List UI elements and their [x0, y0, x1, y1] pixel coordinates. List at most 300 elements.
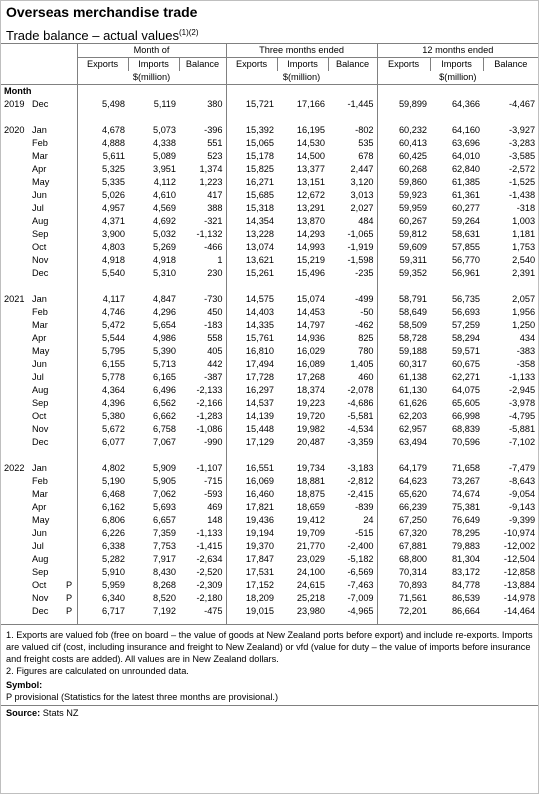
three-month-imports: 15,219: [296, 255, 326, 265]
month-balance: 388: [207, 203, 223, 213]
month-exports: 4,888: [77, 137, 128, 150]
three-month-balance: -5,581: [347, 411, 374, 421]
three-month-balance: -4,686: [347, 398, 374, 408]
three-month-imports: 24,615: [296, 580, 326, 590]
three-month-imports: 18,374: [296, 385, 326, 395]
row-year: [1, 319, 29, 332]
annual-exports: 63,494: [377, 436, 430, 449]
blank-cell: [226, 280, 377, 293]
annual-imports: 64,366: [451, 99, 481, 109]
table-row: [1, 137, 538, 150]
three-month-exports: 14,575: [226, 293, 277, 306]
annual-balance: -1,438: [509, 190, 536, 200]
row-provisional-flag: [63, 319, 77, 332]
row-provisional-flag: [63, 150, 77, 163]
page-subtitle: [1, 23, 538, 43]
month-exports: 4,803: [77, 241, 128, 254]
row-month: Apr: [32, 164, 47, 174]
row-month: Sep: [32, 229, 49, 239]
three-month-imports: 24,100: [296, 567, 326, 577]
blank-cell: [77, 280, 226, 293]
annual-balance: -9,054: [509, 489, 536, 499]
blank-cell: [377, 449, 538, 462]
month-exports: 5,778: [77, 371, 128, 384]
month-exports: 4,957: [77, 202, 128, 215]
row-provisional-flag: [63, 163, 77, 176]
three-month-imports: 16,089: [296, 359, 326, 369]
row-provisional-flag: [63, 254, 77, 267]
month-balance: -730: [204, 294, 223, 304]
month-imports: 7,067: [153, 437, 177, 447]
row-provisional-flag: [63, 566, 77, 579]
month-exports: 6,338: [77, 540, 128, 553]
month-balance: -593: [204, 489, 223, 499]
header-unit-row: [1, 71, 538, 85]
section-gap-row: [1, 449, 538, 462]
annual-exports: 67,320: [377, 527, 430, 540]
three-month-exports: 17,728: [226, 371, 277, 384]
row-year: [1, 163, 29, 176]
three-month-imports: 19,412: [296, 515, 326, 525]
annual-imports: 62,271: [451, 372, 481, 382]
annual-imports: 57,259: [451, 320, 481, 330]
annual-balance: -3,585: [509, 151, 536, 161]
month-imports: 6,657: [153, 515, 177, 525]
header-blank: [1, 58, 77, 72]
annual-imports: 59,571: [451, 346, 481, 356]
row-month: May: [32, 346, 50, 356]
row-month: Feb: [32, 138, 48, 148]
three-month-exports: 17,129: [226, 436, 277, 449]
row-year: [1, 540, 29, 553]
month-imports: 6,758: [153, 424, 177, 434]
three-month-balance: -4,965: [347, 606, 374, 616]
col-imports: Imports: [128, 58, 179, 72]
three-month-balance: -839: [355, 502, 374, 512]
annual-imports: 62,840: [451, 164, 481, 174]
annual-imports: 65,605: [451, 398, 481, 408]
table-row: [1, 384, 538, 397]
row-year: [1, 436, 29, 449]
row-header-row: [1, 85, 538, 99]
three-month-balance: -4,534: [347, 424, 374, 434]
annual-exports: 59,899: [377, 98, 430, 111]
row-provisional-flag: [63, 462, 77, 475]
month-imports: 4,338: [153, 138, 177, 148]
row-year: [1, 605, 29, 618]
month-exports: 4,364: [77, 384, 128, 397]
annual-imports: 63,696: [451, 138, 481, 148]
three-month-imports: 14,936: [296, 333, 326, 343]
month-imports: 7,753: [153, 541, 177, 551]
table-row: [1, 241, 538, 254]
annual-balance: -318: [516, 203, 536, 213]
month-balance: 523: [207, 151, 223, 161]
month-imports: 8,268: [153, 580, 177, 590]
three-month-balance: -6,569: [347, 567, 374, 577]
annual-exports: 58,649: [377, 306, 430, 319]
three-month-balance: -235: [355, 268, 374, 278]
three-month-balance: -499: [355, 294, 374, 304]
row-month: Dec: [32, 268, 49, 278]
three-month-imports: 17,268: [296, 372, 326, 382]
month-balance: -475: [204, 606, 223, 616]
three-month-imports: 21,770: [296, 541, 326, 551]
row-provisional-flag: [63, 215, 77, 228]
annual-exports: 59,609: [377, 241, 430, 254]
blank-cell: [377, 111, 538, 124]
annual-imports: 56,770: [451, 255, 481, 265]
annual-exports: 60,425: [377, 150, 430, 163]
annual-imports: 58,294: [451, 333, 481, 343]
row-year: [1, 358, 29, 371]
month-imports: 4,296: [153, 307, 177, 317]
group-three-months-ended: Three months ended: [226, 44, 377, 58]
row-month: Jun: [32, 528, 47, 538]
annual-imports: 60,675: [451, 359, 481, 369]
row-year: [1, 488, 29, 501]
annual-imports: 84,778: [451, 580, 481, 590]
row-year: [1, 228, 29, 241]
month-exports: 5,026: [77, 189, 128, 202]
annual-balance: -10,974: [503, 528, 536, 538]
table-row: [1, 397, 538, 410]
annual-exports: 59,860: [377, 176, 430, 189]
month-exports: 6,077: [77, 436, 128, 449]
annual-balance: -358: [516, 359, 536, 369]
row-month: Sep: [32, 398, 49, 408]
row-year: 2022: [4, 463, 25, 473]
row-provisional-flag: [63, 124, 77, 137]
month-balance: 1,223: [199, 177, 223, 187]
month-imports: 5,713: [153, 359, 177, 369]
month-exports: 4,371: [77, 215, 128, 228]
three-month-exports: 14,139: [226, 410, 277, 423]
three-month-imports: 19,734: [296, 463, 326, 473]
table-row: [1, 267, 538, 280]
row-provisional-flag: [63, 98, 77, 111]
row-provisional-flag: [63, 540, 77, 553]
annual-imports: 86,664: [451, 606, 481, 616]
row-provisional-flag: [63, 267, 77, 280]
annual-balance: 434: [519, 333, 536, 343]
month-imports: 7,359: [153, 528, 177, 538]
row-month: Sep: [32, 567, 49, 577]
header-group-row: [1, 44, 538, 58]
row-month: Jan: [32, 463, 47, 473]
annual-imports: 78,295: [451, 528, 481, 538]
symbol-legend: [1, 677, 538, 705]
annual-imports: 61,385: [451, 177, 481, 187]
row-provisional-flag: [63, 514, 77, 527]
annual-imports: 61,361: [451, 190, 481, 200]
three-month-balance: 1,405: [350, 359, 374, 369]
three-month-balance: 535: [358, 138, 374, 148]
annual-exports: 64,179: [377, 462, 430, 475]
three-month-balance: 780: [358, 346, 374, 356]
three-month-exports: 15,448: [226, 423, 277, 436]
blank-cell: [1, 111, 77, 124]
month-exports: 5,611: [77, 150, 128, 163]
month-imports: 5,909: [153, 463, 177, 473]
row-year: [1, 514, 29, 527]
row-provisional-flag: [63, 436, 77, 449]
table-row: [1, 98, 538, 111]
row-provisional-flag: [63, 475, 77, 488]
row-year: [1, 332, 29, 345]
row-provisional-flag: [63, 228, 77, 241]
month-exports: 5,472: [77, 319, 128, 332]
col-exports: Exports: [226, 58, 277, 72]
row-month: Apr: [32, 333, 47, 343]
table-row: [1, 202, 538, 215]
annual-exports: 59,923: [377, 189, 430, 202]
three-month-exports: 15,392: [226, 124, 277, 137]
three-month-exports: 18,209: [226, 592, 277, 605]
annual-balance: -383: [516, 346, 536, 356]
table-row: [1, 163, 538, 176]
annual-imports: 74,674: [451, 489, 481, 499]
annual-imports: 71,658: [451, 463, 481, 473]
page-title: Overseas merchandise trade: [6, 4, 198, 20]
row-month: Jun: [32, 190, 47, 200]
month-exports: 5,672: [77, 423, 128, 436]
month-balance: 469: [207, 502, 223, 512]
month-balance: -1,132: [196, 229, 223, 239]
annual-imports: 68,839: [451, 424, 481, 434]
blank-cell: [226, 85, 377, 99]
month-imports: 4,986: [153, 333, 177, 343]
row-provisional-flag: [63, 397, 77, 410]
blank-cell: [226, 449, 377, 462]
annual-exports: 59,188: [377, 345, 430, 358]
table-row: [1, 228, 538, 241]
row-month: Dec: [32, 606, 49, 616]
three-month-exports: 19,194: [226, 527, 277, 540]
annual-balance: -3,927: [509, 125, 536, 135]
month-exports: 5,795: [77, 345, 128, 358]
annual-balance: -5,881: [509, 424, 536, 434]
annual-imports: 58,631: [451, 229, 481, 239]
month-exports: 6,806: [77, 514, 128, 527]
row-year: 2020: [4, 125, 25, 135]
row-provisional-flag: [63, 527, 77, 540]
month-balance: -1,086: [196, 424, 223, 434]
source-value: Stats NZ: [42, 708, 79, 718]
three-month-balance: -2,078: [347, 385, 374, 395]
annual-imports: 81,304: [451, 554, 481, 564]
row-year: [1, 384, 29, 397]
row-month: Nov: [32, 424, 49, 434]
row-month: Mar: [32, 320, 48, 330]
month-balance: 551: [207, 138, 223, 148]
annual-exports: 71,561: [377, 592, 430, 605]
annual-balance: -3,283: [509, 138, 536, 148]
blank-cell: [1, 280, 77, 293]
row-year: [1, 241, 29, 254]
table-row: [1, 592, 538, 605]
row-month: Feb: [32, 476, 48, 486]
three-month-imports: 13,870: [296, 216, 326, 226]
row-year: [1, 566, 29, 579]
footnote-1: 1. Exports are valued fob (free on board – the value of goods at New Zealand ports before export) and include re-exports. Imports are valued cif (cost, including insurance and freight to New Zealand) or vfd (value for duty – the value of imports before insurance and freight costs are added). All values are in New Zealand dollars.: [6, 630, 533, 664]
month-imports: 5,269: [153, 242, 177, 252]
month-exports: 5,282: [77, 553, 128, 566]
three-month-imports: 18,881: [296, 476, 326, 486]
three-month-balance: 460: [358, 372, 374, 382]
month-balance: -715: [204, 476, 223, 486]
row-year: [1, 410, 29, 423]
month-exports: 4,678: [77, 124, 128, 137]
annual-balance: -8,643: [509, 476, 536, 486]
annual-imports: 59,264: [451, 216, 481, 226]
annual-imports: 60,277: [451, 203, 481, 213]
table-row: [1, 189, 538, 202]
row-year: [1, 189, 29, 202]
annual-exports: 67,881: [377, 540, 430, 553]
row-month: Jan: [32, 294, 47, 304]
footnotes: [1, 624, 538, 677]
row-month: Aug: [32, 385, 49, 395]
three-month-exports: 19,370: [226, 540, 277, 553]
three-month-exports: 14,354: [226, 215, 277, 228]
row-month: Aug: [32, 216, 49, 226]
three-month-exports: 15,178: [226, 150, 277, 163]
three-month-balance: -2,415: [347, 489, 374, 499]
row-provisional-flag: [63, 241, 77, 254]
three-month-exports: 13,074: [226, 241, 277, 254]
annual-exports: 59,812: [377, 228, 430, 241]
month-balance: 1: [217, 255, 223, 265]
table-row: [1, 488, 538, 501]
three-month-balance: -1,445: [347, 99, 374, 109]
annual-imports: 86,539: [451, 593, 481, 603]
row-month: Mar: [32, 489, 48, 499]
three-month-balance: -515: [355, 528, 374, 538]
annual-balance: -12,504: [503, 554, 536, 564]
three-month-balance: -802: [355, 125, 374, 135]
three-month-balance: -2,812: [347, 476, 374, 486]
row-year: [1, 371, 29, 384]
month-exports: 6,717: [77, 605, 128, 618]
row-year: [1, 423, 29, 436]
month-balance: -466: [204, 242, 223, 252]
annual-balance: -7,102: [509, 437, 536, 447]
month-exports: 5,540: [77, 267, 128, 280]
month-imports: 5,119: [153, 99, 177, 109]
three-month-exports: 14,537: [226, 397, 277, 410]
three-month-balance: -1,598: [347, 255, 374, 265]
table-row: [1, 527, 538, 540]
month-balance: -183: [204, 320, 223, 330]
annual-balance: -14,978: [503, 593, 536, 603]
col-imports: Imports: [430, 58, 483, 72]
annual-exports: 61,130: [377, 384, 430, 397]
annual-balance: 2,391: [512, 268, 536, 278]
row-year: [1, 553, 29, 566]
three-month-exports: 15,261: [226, 267, 277, 280]
row-provisional-flag: [63, 137, 77, 150]
month-balance: -1,133: [196, 528, 223, 538]
three-month-balance: 825: [358, 333, 374, 343]
footnote-2: 2. Figures are calculated on unrounded data.: [6, 666, 189, 676]
row-month: Oct: [32, 242, 47, 252]
three-month-exports: 19,436: [226, 514, 277, 527]
annual-exports: 62,203: [377, 410, 430, 423]
table-row: [1, 176, 538, 189]
annual-balance: 1,956: [512, 307, 536, 317]
annual-exports: 66,239: [377, 501, 430, 514]
month-balance: -321: [204, 216, 223, 226]
subtitle-text: Trade balance – actual values: [6, 28, 179, 43]
three-month-balance: -3,183: [347, 463, 374, 473]
section-gap-row: [1, 280, 538, 293]
three-month-imports: 14,993: [296, 242, 326, 252]
three-month-exports: 17,531: [226, 566, 277, 579]
three-month-imports: 19,709: [296, 528, 326, 538]
month-imports: 6,662: [153, 411, 177, 421]
three-month-exports: 13,621: [226, 254, 277, 267]
annual-imports: 76,649: [451, 515, 481, 525]
table-body: [1, 98, 538, 624]
row-provisional-flag: [63, 332, 77, 345]
annual-imports: 75,381: [451, 502, 481, 512]
row-provisional-flag: P: [66, 593, 73, 603]
row-month: Apr: [32, 502, 47, 512]
row-year: [1, 527, 29, 540]
month-imports: 4,610: [153, 190, 177, 200]
month-exports: 5,335: [77, 176, 128, 189]
annual-exports: 65,620: [377, 488, 430, 501]
month-balance: 1,374: [199, 164, 223, 174]
annual-imports: 64,075: [451, 385, 481, 395]
annual-balance: 2,057: [512, 294, 536, 304]
month-exports: 5,190: [77, 475, 128, 488]
month-imports: 4,569: [153, 203, 177, 213]
annual-balance: -12,858: [503, 567, 536, 577]
three-month-exports: 16,297: [226, 384, 277, 397]
table-row: [1, 254, 538, 267]
month-imports: 5,089: [153, 151, 177, 161]
month-imports: 7,917: [153, 554, 177, 564]
row-provisional-flag: [63, 384, 77, 397]
month-imports: 8,430: [153, 567, 177, 577]
month-imports: 3,951: [153, 164, 177, 174]
three-month-balance: 3,120: [350, 177, 374, 187]
annual-exports: 67,250: [377, 514, 430, 527]
annual-exports: 60,267: [377, 215, 430, 228]
row-year: [1, 176, 29, 189]
row-provisional-flag: P: [66, 606, 73, 616]
three-month-imports: 14,500: [296, 151, 326, 161]
symbol-heading: Symbol:: [6, 680, 43, 690]
month-balance: 442: [207, 359, 223, 369]
table-row: [1, 436, 538, 449]
month-imports: 5,905: [153, 476, 177, 486]
annual-exports: 61,138: [377, 371, 430, 384]
month-balance: -2,520: [196, 567, 223, 577]
three-month-imports: 23,980: [296, 606, 326, 616]
table-row: [1, 371, 538, 384]
annual-exports: 70,893: [377, 579, 430, 592]
month-exports: 5,959: [77, 579, 128, 592]
three-month-exports: 16,810: [226, 345, 277, 358]
three-month-exports: 14,335: [226, 319, 277, 332]
annual-exports: 62,957: [377, 423, 430, 436]
annual-balance: -1,133: [509, 372, 536, 382]
month-balance: 230: [207, 268, 223, 278]
row-month: Jun: [32, 359, 47, 369]
